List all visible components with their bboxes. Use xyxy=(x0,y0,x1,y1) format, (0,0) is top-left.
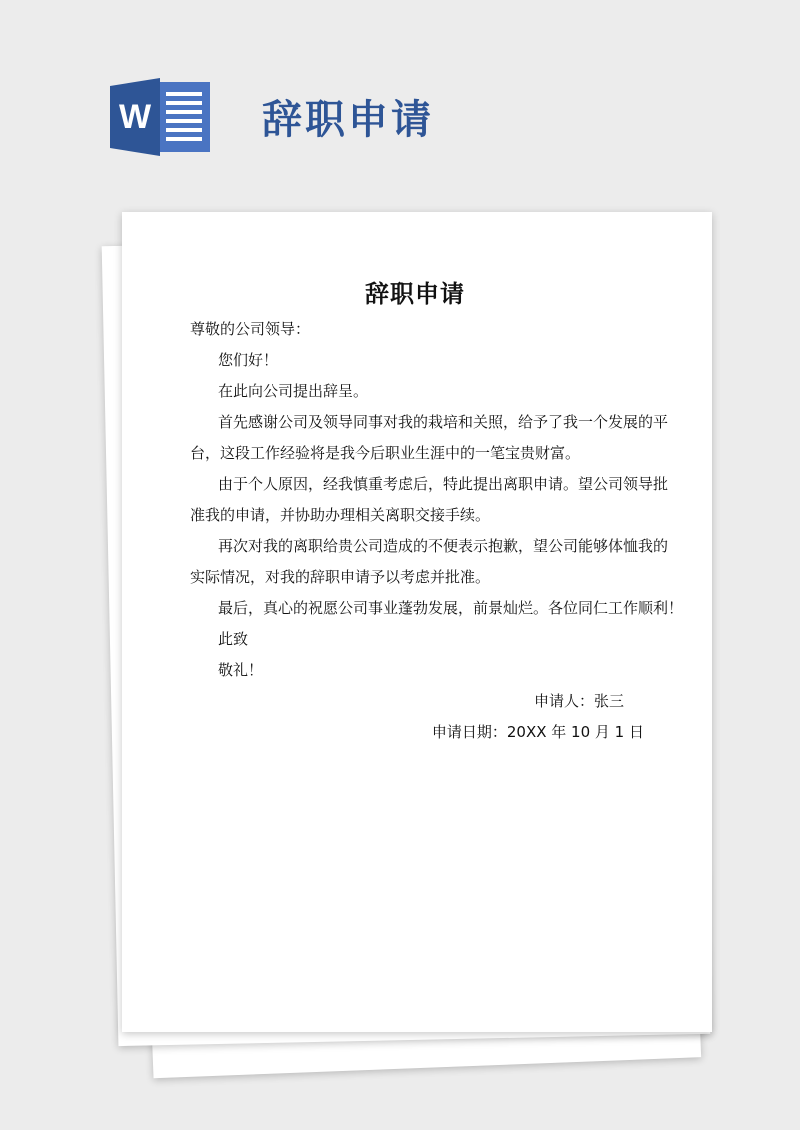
application-date: 申请日期：20XX 年 10 月 1 日 xyxy=(431,723,644,741)
paragraph-2-line-2: 准我的申请，并协助办理相关离职交接手续。 xyxy=(190,506,491,524)
applicant-name: 申请人：张三 xyxy=(533,692,624,710)
intro-line: 在此向公司提出辞呈。 xyxy=(218,382,369,400)
closing-line-1: 此致 xyxy=(218,630,249,648)
document-title: 辞职申请 xyxy=(365,280,465,308)
header-title: 辞职申请 xyxy=(262,97,434,143)
greeting: 您们好！ xyxy=(218,351,279,369)
salutation: 尊敬的公司领导： xyxy=(190,320,311,338)
word-icon xyxy=(110,78,214,156)
paragraph-2-line-1: 由于个人原因，经我慎重考虑后，特此提出离职申请。望公司领导批 xyxy=(218,475,669,493)
svg-text:W: W xyxy=(118,98,152,136)
closing-line-2: 敬礼！ xyxy=(218,661,264,679)
paragraph-3-line-2: 实际情况，对我的辞职申请予以考虑并批准。 xyxy=(190,568,491,586)
paragraph-3-line-1: 再次对我的离职给贵公司造成的不便表示抱歉，望公司能够体恤我的 xyxy=(218,537,669,555)
paragraph-1-line-2: 台，这段工作经验将是我今后职业生涯中的一笔宝贵财富。 xyxy=(190,444,581,462)
paragraph-1-line-1: 首先感谢公司及领导同事对我的栽培和关照，给予了我一个发展的平 xyxy=(218,413,669,431)
paragraph-4: 最后，真心的祝愿公司事业蓬勃发展，前景灿烂。各位同仁工作顺利！ xyxy=(218,599,684,617)
page-header xyxy=(110,78,510,158)
